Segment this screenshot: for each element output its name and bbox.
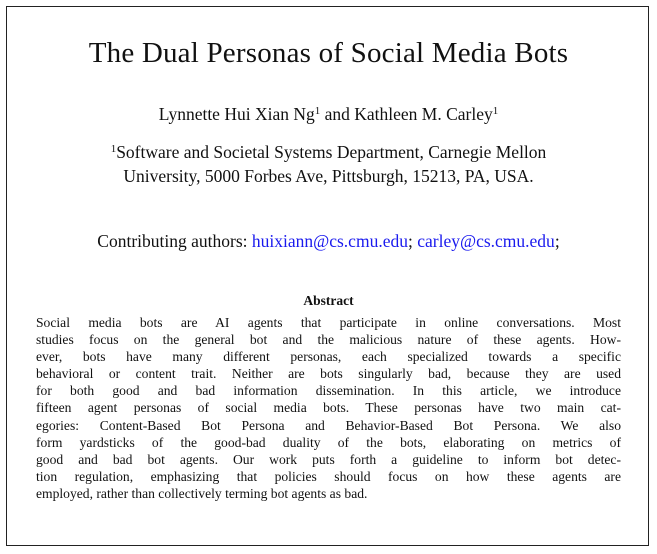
abstract-line: Social media bots are AI agents that participate in online conversations. Most [36, 315, 621, 330]
email-separator: ; [554, 231, 560, 251]
abstract-line: for both good and bad information dissemination. In this article, we introduce [36, 383, 621, 399]
contributing-authors [0, 230, 657, 252]
author-conjunction: and [320, 104, 355, 124]
affiliation-mark: 1 [110, 143, 117, 155]
affiliation-mark: 1 [492, 105, 499, 117]
abstract-line: ever, bots have many different personas, each specialized towards a specific [36, 349, 621, 365]
abstract-line: studies focus on the general bot and the malicious nature of these agents. How- [36, 332, 621, 348]
contributing-label: Contributing authors: [97, 231, 252, 251]
affiliation-line [0, 140, 657, 164]
abstract-heading: Abstract [303, 293, 354, 308]
affiliation-mark: 1 [314, 105, 321, 117]
email-link[interactable]: huixiann@cs.cmu.edu [251, 231, 408, 251]
affiliation-text: Software and Societal Systems Department, Carnegie Mellon [116, 142, 547, 162]
author-name: Kathleen M. Carley [354, 104, 493, 124]
affiliation [0, 140, 657, 188]
abstract-line: fifteen agent personas of social media bots. These personas have two main cat- [36, 400, 621, 416]
abstract-line: egories: Content-Based Bot Persona and Behavior-Based Bot Persona. We also [36, 417, 621, 433]
abstract-line: form yardsticks of the good-bad duality of the bots, elaborating on metrics of [36, 434, 621, 450]
email-link[interactable]: carley@cs.cmu.edu [417, 231, 555, 251]
email-separator: ; [407, 231, 413, 251]
abstract-line: tion regulation, emphasizing that policies should focus on how these agents are [36, 468, 621, 484]
abstract-line: behavioral or content trait. Neither are bots singularly bad, because they are used [36, 366, 621, 382]
author-line [0, 103, 657, 125]
paper-title: The Dual Personas of Social Media Bots [88, 37, 569, 69]
affiliation-line: University, 5000 Forbes Ave, Pittsburgh, 15213, PA, USA. [123, 166, 534, 186]
abstract-body [36, 314, 621, 502]
abstract-line: employed, rather than collectively terming bot agents as bad. [36, 485, 368, 501]
abstract-line: good and bad bot agents. Our work puts forth a guideline to inform bot detec- [36, 451, 621, 467]
author-name: Lynnette Hui Xian Ng [158, 104, 315, 124]
